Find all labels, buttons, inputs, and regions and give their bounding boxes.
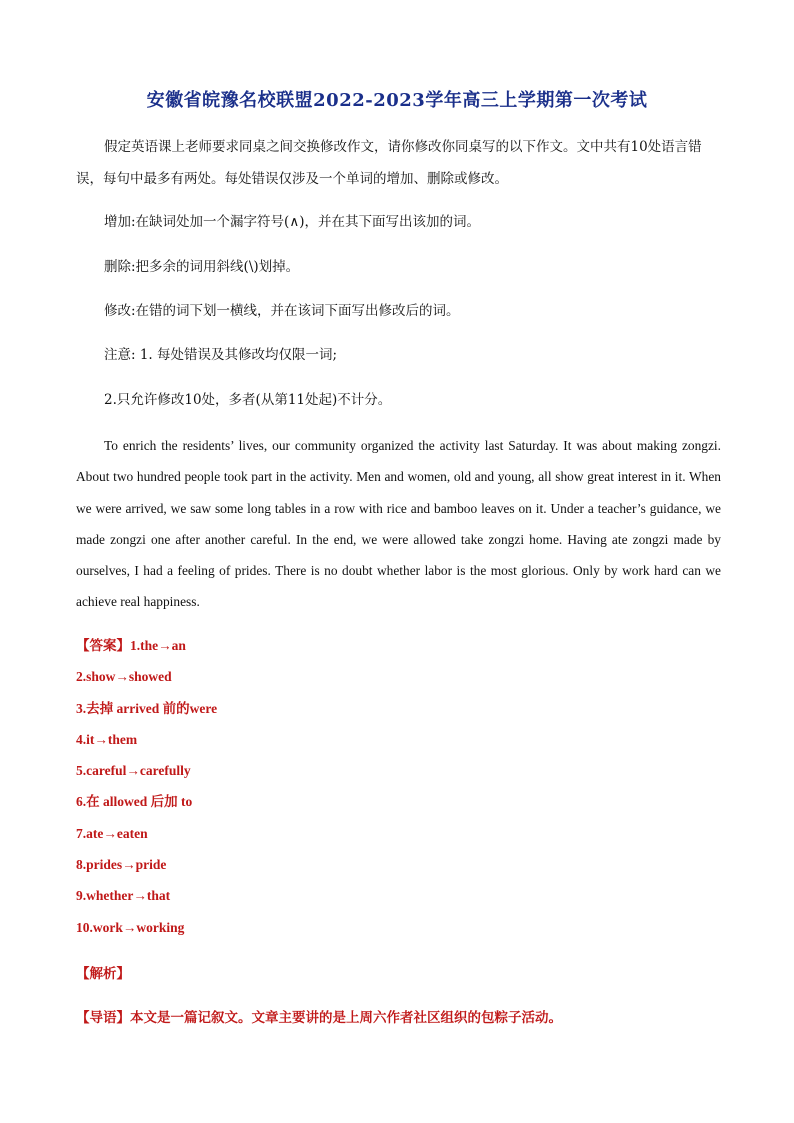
analysis-heading: 【解析】 — [76, 966, 130, 982]
instruction-delete — [76, 251, 726, 283]
answer-item: 2.show→showed — [76, 669, 172, 685]
essay-passage — [76, 430, 721, 618]
instruction-note1 — [76, 339, 726, 371]
answers-list — [76, 630, 716, 943]
answers-heading: 【答案】 — [76, 638, 130, 653]
answers-first-row — [76, 630, 716, 661]
answer-item: 8.prides→pride — [76, 857, 167, 873]
instruction-note1-text: 注意: 1. 每处错误及其修改均仅限一词; — [104, 347, 338, 363]
instructions-intro — [76, 131, 726, 195]
instructions-intro-text: 假定英语课上老师要求同桌之间交换修改作文，请你修改你同桌写的以下作文。文中共有10处语言错误，每句中最多有两处。每处错误仅涉及一个单词的增加、删除或修改。 — [76, 139, 702, 187]
answer-item: 4.it→them — [76, 731, 138, 747]
instruction-note2 — [76, 384, 726, 416]
instruction-modify-text: 修改:在错的词下划一横线，并在该词下面写出修改后的词。 — [104, 303, 460, 319]
answer-item: 6.在 allowed 后加 to — [76, 794, 193, 810]
answer-item: 5.careful→carefully — [76, 763, 191, 779]
answer-item: 7.ate→eaten — [76, 825, 148, 841]
instruction-add-text: 增加:在缺词处加一个漏字符号(∧)，并在其下面写出该加的词。 — [104, 214, 480, 230]
instruction-delete-text: 删除:把多余的词用斜线(\)划掉。 — [104, 259, 300, 275]
analysis-guide: 【导语】本文是一篇记叙文。文章主要讲的是上周六作者社区组织的包粽子活动。 — [76, 1010, 562, 1026]
page-title: 安徽省皖豫名校联盟2022-2023学年高三上学期第一次考试 — [146, 90, 648, 111]
answer-item: 1.the→an — [130, 638, 186, 653]
essay-passage-text: To enrich the residents’ lives, our community organized the activity last Saturday. It was about making zongzi. About two hundred people took part in the activity. Men and women, old and young, all show great interest in it. When we were arrived, we saw some long tables in a row with rice and bamboo leaves on it. Under a teacher’s guidance, we made zongzi one after another careful. In the end, we were allowed take zongzi home. Having ate zongzi made by ourselves, I had a feeling of prides. There is no doubt whether labor is the most glorious. Only by work hard can we achieve real happiness. — [76, 438, 721, 610]
instruction-note2-text: 2.只允许修改10处，多者(从第11处起)不计分。 — [104, 392, 392, 408]
answer-item: 3.去掉 arrived 前的were — [76, 700, 218, 716]
instruction-modify — [76, 295, 726, 327]
answer-item: 9.whether→that — [76, 888, 171, 904]
instruction-add — [76, 206, 726, 238]
answer-item: 10.work→working — [76, 919, 185, 935]
